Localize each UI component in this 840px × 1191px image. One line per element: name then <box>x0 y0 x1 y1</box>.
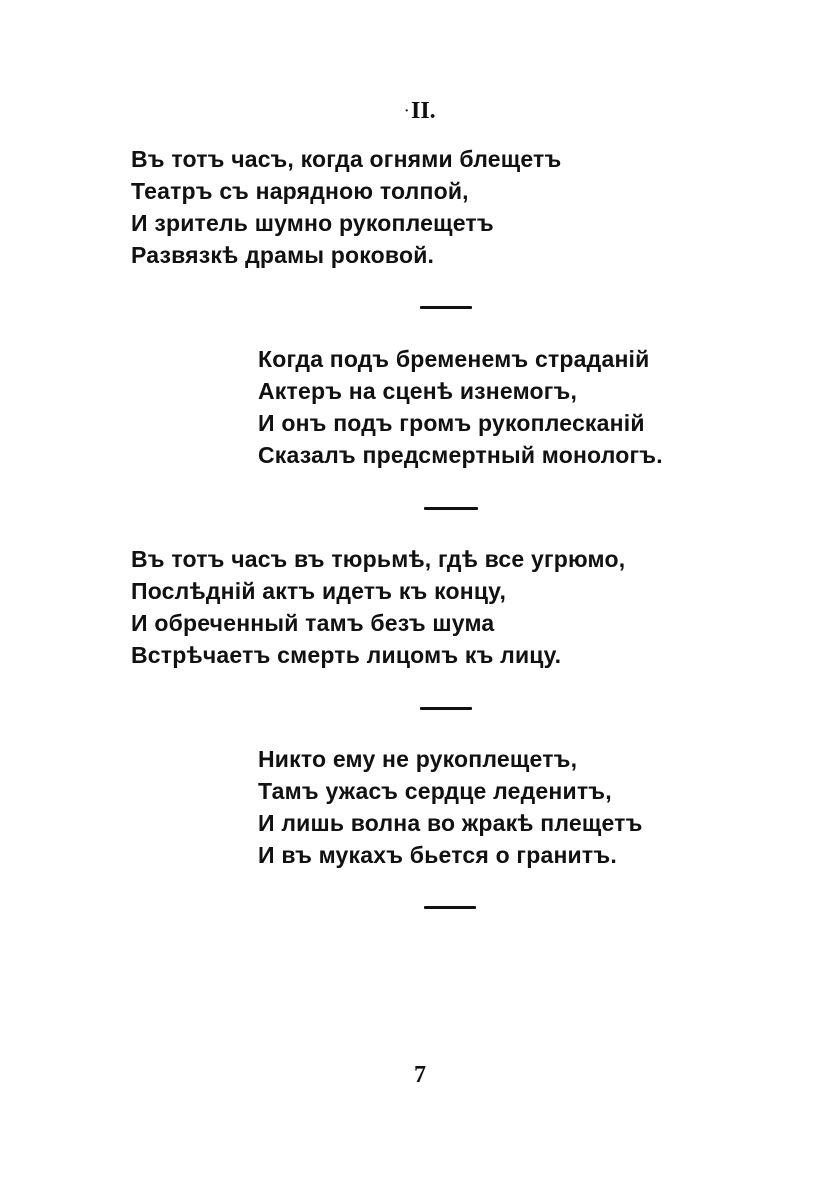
stanza-divider <box>420 707 472 710</box>
stanza-1 <box>131 143 562 271</box>
stanza-divider <box>424 507 478 510</box>
stanza-divider <box>424 906 476 909</box>
stanza-divider <box>420 306 472 309</box>
verse-line: И въ мукахъ бьется о гранитъ. <box>258 842 617 868</box>
stanza-2 <box>258 343 663 471</box>
verse-line: И лишь волна во жракѣ плещетъ <box>258 810 643 836</box>
stanza-3 <box>131 543 625 671</box>
page-number: 7 <box>414 1062 426 1088</box>
verse-line: И обреченный тамъ безъ шума <box>131 610 495 636</box>
verse-line: Тамъ ужасъ сердце леденитъ, <box>258 778 612 804</box>
stanza-4 <box>258 743 643 871</box>
verse-line: Въ тотъ часъ въ тюрьмѣ, гдѣ все угрюмо, <box>131 546 626 572</box>
heading-dot: · <box>404 104 409 119</box>
verse-line: Развязкѣ драмы роковой. <box>131 242 435 268</box>
verse-line: Актеръ на сценѣ изнемогъ, <box>258 378 578 404</box>
verse-line: И зритель шумно рукоплещетъ <box>131 210 494 236</box>
verse-line: Послѣдній актъ идетъ къ концу, <box>131 578 507 604</box>
section-numeral: II. <box>410 98 436 124</box>
verse-line: И онъ подъ громъ рукоплесканій <box>258 410 645 436</box>
section-heading <box>0 96 840 127</box>
verse-line: Никто ему не рукоплещетъ, <box>258 746 578 772</box>
verse-line: Когда подъ бременемъ страданій <box>258 346 650 372</box>
verse-line: Театръ съ нарядною толпой, <box>131 178 469 204</box>
verse-line: Въ тотъ часъ, когда огнями блещетъ <box>131 146 562 172</box>
verse-line: Сказалъ предсмертный монологъ. <box>258 442 663 468</box>
verse-line: Встрѣчаетъ смерть лицомъ къ лицу. <box>131 642 562 668</box>
